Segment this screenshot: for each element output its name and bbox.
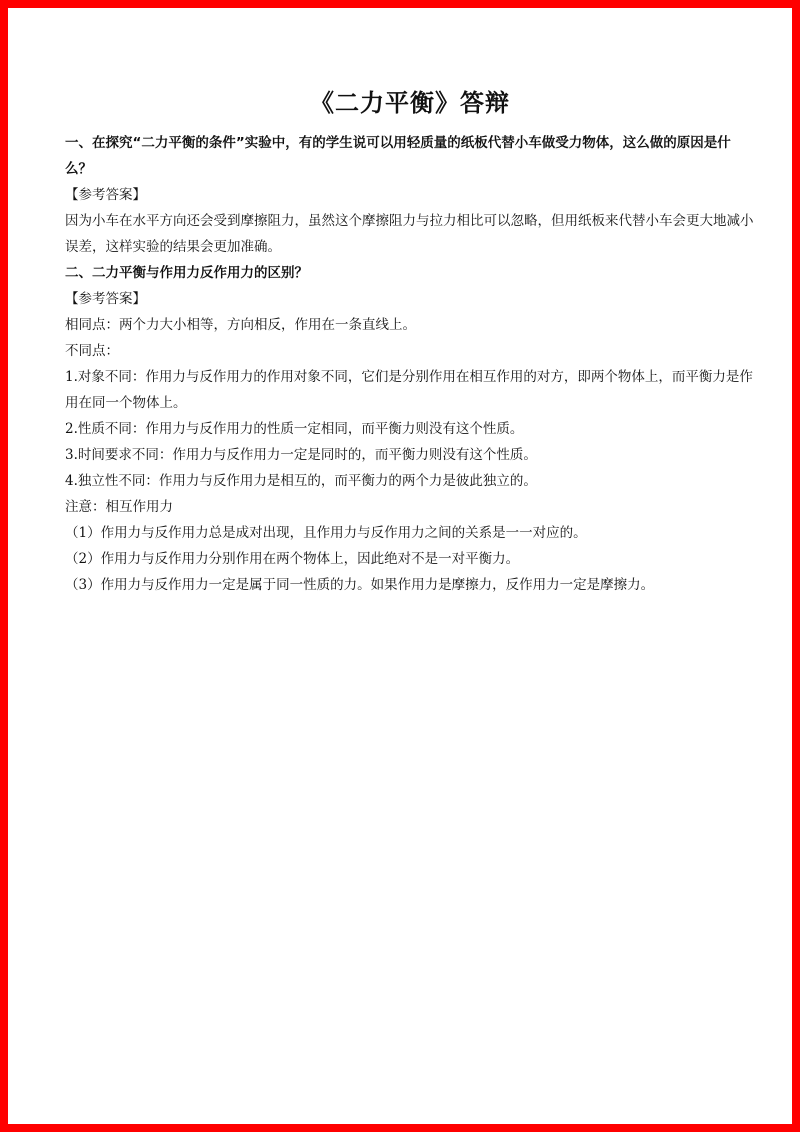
answer-label-2: 【参考答案】: [65, 291, 146, 307]
answer-1: 因为小车在水平方向还会受到摩擦阻力，虽然这个摩擦阻力与拉力相比可以忽略，但用纸板来代替小车会更大地减小误差，这样实验的结果会更加准确。: [65, 213, 754, 255]
answer-label-1: 【参考答案】: [65, 187, 146, 203]
similarity-point: 相同点：两个力大小相等，方向相反，作用在一条直线上。: [65, 317, 416, 333]
note-item-1: （1）作用力与反作用力总是成对出现，且作用力与反作用力之间的关系是一一对应的。: [65, 525, 587, 541]
question-2: 二、二力平衡与作用力反作用力的区别？: [65, 265, 308, 281]
difference-item-3: 3.时间要求不同：作用力与反作用力一定是同时的，而平衡力则没有这个性质。: [65, 447, 537, 463]
note-item-2: （2）作用力与反作用力分别作用在两个物体上，因此绝对不是一对平衡力。: [65, 551, 520, 567]
difference-item-2: 2.性质不同：作用力与反作用力的性质一定相同，而平衡力则没有这个性质。: [65, 421, 524, 437]
difference-heading: 不同点：: [65, 343, 119, 359]
question-1: 一、在探究“二力平衡的条件”实验中，有的学生说可以用轻质量的纸板代替小车做受力物体，这么做的原因是什么？: [65, 135, 731, 177]
note-item-3: （3）作用力与反作用力一定是属于同一性质的力。如果作用力是摩擦力，反作用力一定是摩擦力。: [65, 577, 655, 593]
difference-item-1: 1.对象不同：作用力与反作用力的作用对象不同，它们是分别作用在相互作用的对方，即两个物体上，而平衡力是作用在同一个物体上。: [65, 369, 753, 411]
document-title: 《二力平衡》答辩: [310, 89, 510, 117]
document-body: [65, 86, 755, 598]
difference-item-4: 4.独立性不同：作用力与反作用力是相互的，而平衡力的两个力是彼此独立的。: [65, 473, 537, 489]
note-heading: 注意：相互作用力: [65, 499, 173, 515]
